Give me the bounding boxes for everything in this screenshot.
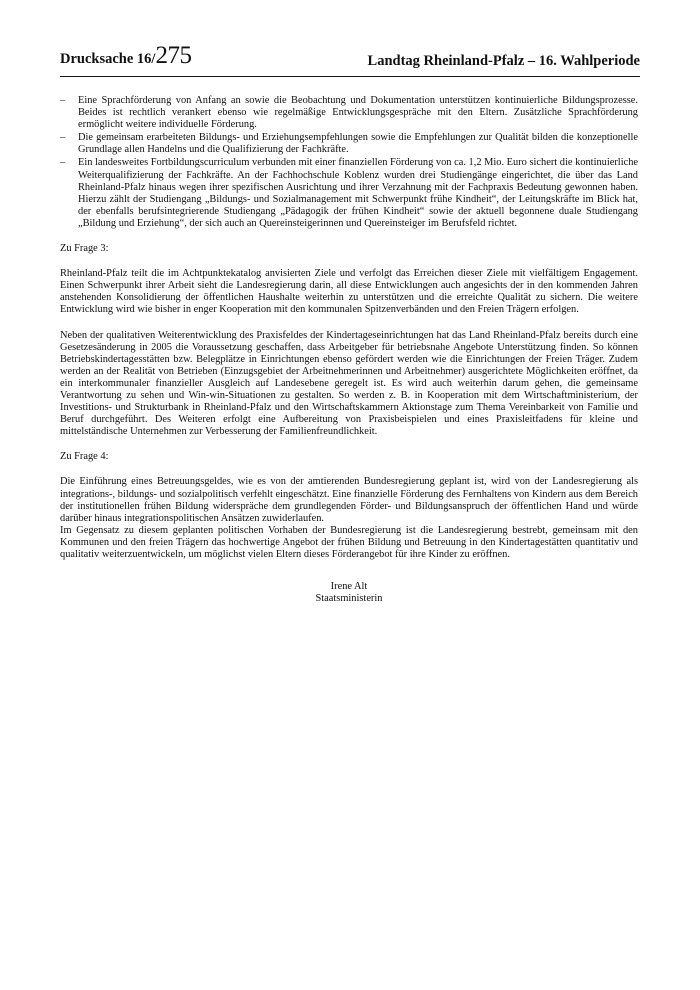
document-number [60,42,191,70]
section-heading-frage-4: Zu Frage 4: [60,451,109,463]
paragraph: Die Einführung eines Betreuungsgeldes, wie es von der amtierenden Bundesregierung geplant ist, wird von der Landesregierung als integrations-, bildungs- und sozialpolitisch verfehlt eingeschätzt. Eine finanzielle Förderung des Fernhaltens von Kindern aus dem Bereich der institutionellen frühen Bildung widerspräche dem grundlegenden Förder- und Bildungsanspruch der öffentlichen Hand und würde darüber hinaus integrationspolitischen Ansätzen zuwiderlaufen. [60,476,638,524]
paragraph: Neben der qualitativen Weiterentwicklung des Praxisfeldes der Kindertageseinrichtungen hat das Land Rheinland-Pfalz bereits durch eine Gesetzesänderung in 2005 die Voraussetzung geschaffen, dass Arbeitgeber für betriebsnahe Angebote Unterstützung finden. So können Betriebskindertagesstätten bzw. Belegplätze in Einrichtungen ebenso gefördert werden wie die Einrichtungen der Freien Träger. Zudem werden an der Realität von Betrieben (Einzugsgebiet der Arbeitnehmerinnen und Arbeitnehmer) ausgerichtete Möglichkeiten eröffnet, da ein interkommunaler finanzieller Ausgleich auf Landesebene geregelt ist. Es wird auch weiterhin darum gehen, die gemeinsame Verantwortung zu sehen und Win-win-Situationen zu gestalten. So werden z. B. in Kooperation mit dem Wirtschaftministerium, der Investitions- und Strukturbank in Rheinland-Pfalz und den Wirtschaftskammern Aktionstage zum Thema Vereinbarkeit von Familie und Beruf durchgeführt. Des Weiteren erfolgt eine Aufbereitung von Praxisbeispielen und eines Praxisleitfadens für kleine und mittelständische Unternehmen zur Verbesserung der Familienfreundlichkeit. [60,329,638,438]
list-item-text: Die gemeinsam erarbeiteten Bildungs- und Erziehungsempfehlungen sowie die Empfehlungen zur Qualität bilden die konzeptionelle Grundlage allen Handelns und die Qualifizierung der Fachkräfte. [78,132,638,156]
list-item-text: Eine Sprachförderung von Anfang an sowie die Beobachtung und Dokumentation unterstützen kontinuierliche Bildungsprozesse. Beides ist rechtlich verankert ebenso wie regelmäßige Entwicklungsgespräche mit den Eltern. Zusätzliche Sprachförderung ermöglicht weitere individuelle Förderung. [78,95,638,131]
list-item-text: Ein landesweites Fortbildungscurriculum verbunden mit einer finanziellen Förderung von ca. 1,2 Mio. Euro sichert die kontinuierliche Weiterqualifizierung der Fachkräfte. An der Fachhochschule Koblenz wurden drei Studiengänge eingerichtet, die über das Land Rheinland-Pfalz hinaus wegen ihrer spezifischen Ausrichtung und ihrer Verzahnung mit der Fachpraxis Bedeutung gewonnen haben. Hierzu zählt der Studiengang „Bildungs- und Sozialmanagement mit Schwerpunkt frühe Kindheit“, der Leitungskräfte im Blick hat, der ebenfalls berufsintegrierende Studiengang „Pädagogik der frühen Kindheit“ sowie der aktuell begonnene duale Studiengang „Bildung und Erziehung“, der sich auch an Quereinsteigerinnen und Quereinsteiger im Berufsfeld richtet. [78,157,638,229]
document-number-value: 275 [155,42,192,69]
page-header [60,44,640,74]
list-item [60,95,638,131]
signatory-role: Staatsministerin [315,593,383,605]
signatory-name: Irene Alt [330,581,368,593]
bullet-marker: – [60,132,66,144]
document-prefix: Drucksache 16/ [60,51,156,67]
paragraph: Im Gegensatz zu diesem geplanten politischen Vorhaben der Bundesregierung ist die Landesregierung bestrebt, gemeinsam mit den Kommunen und den freien Trägern das hochwertige Angebot der frühen Bildung und Betreuung in den Kindertagestätten quantitativ und qualitativ weiterzuentwickeln, um möglichst vielen Eltern dieses Förderangebot für ihre Kinder zu eröffnen. [60,524,638,560]
section-heading-frage-3: Zu Frage 3: [60,243,109,255]
paragraph: Rheinland-Pfalz teilt die im Achtpunktekatalog anvisierten Ziele und verfolgt das Erreichen dieser Ziele mit vielfältigem Engagement. Einen Schwerpunkt ihrer Arbeit sieht die Landesregierung darin, all diese Entwicklungen auch angesichts der in den kommenden Jahren anstehenden Konsolidierung der öffentlichen Haushalte weiterhin zu unterstützen und die erreichte Qualität zu sichern. Die weitere Entwicklung wird wie bisher in enger Kooperation mit den kommunalen Spitzenverbänden und den Freien Trägern erfolgen. [60,268,638,316]
list-item [60,157,638,230]
bullet-marker: – [60,157,66,169]
signature-block [60,581,638,605]
parliament-title: Landtag Rheinland-Pfalz – 16. Wahlperiode [367,53,640,69]
document-body [60,95,638,605]
bullet-list [60,95,638,230]
bullet-marker: – [60,95,66,106]
header-rule [60,76,640,77]
list-item [60,132,638,156]
